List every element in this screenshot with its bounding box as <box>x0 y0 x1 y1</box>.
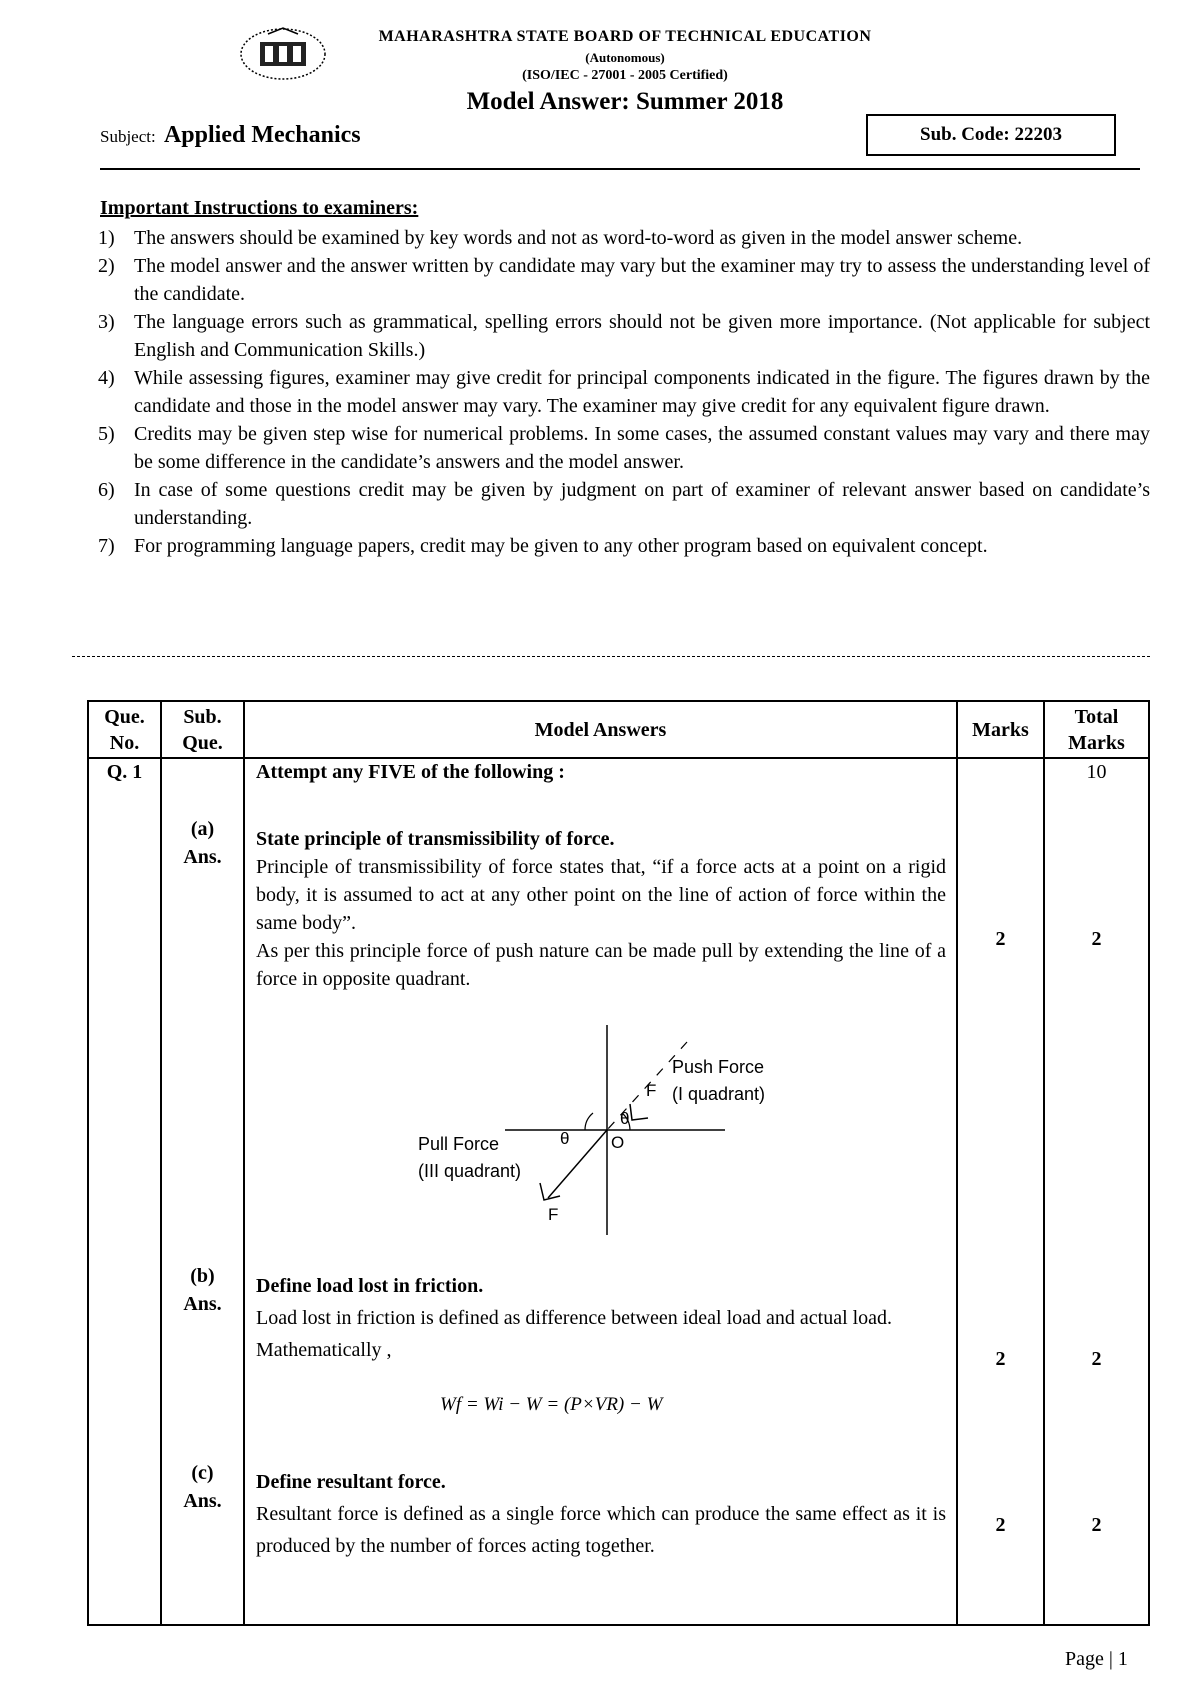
column-divider <box>1043 700 1045 1626</box>
transmissibility-diagram <box>410 1020 810 1240</box>
dashed-divider <box>72 656 1150 657</box>
answer-body: Resultant force is defined as a single force which can produce the same effect as it is produced by the number of forces acting together. <box>256 1503 946 1557</box>
push-arrowhead <box>630 1104 648 1120</box>
answer-c <box>256 1466 946 1562</box>
header-row-divider <box>87 757 1150 759</box>
instruction-item: 6) In case of some questions credit may be given by judgment on part of examiner of relevant answer based on candidate’s understanding. <box>98 479 1150 529</box>
subject-label: Subject: <box>100 127 156 146</box>
force-label-bottom: F <box>548 1205 559 1224</box>
col-header-total-marks: Total Marks <box>1068 706 1125 754</box>
question-total-marks: 10 <box>1086 761 1107 783</box>
column-divider <box>956 700 958 1626</box>
col-header-que-no: Que. No. <box>104 706 145 754</box>
sub-question-label: (c) <box>191 1462 214 1484</box>
subject-value: Applied Mechanics <box>163 122 361 148</box>
answer-a <box>256 825 946 993</box>
instruction-item: 5) Credits may be given step wise for numerical problems. In some cases, the assumed constant values may vary and there may be some difference in the candidate’s answers and the model answer. <box>98 423 1150 473</box>
pull-label-2: (III quadrant) <box>418 1161 522 1181</box>
pull-arrowhead <box>540 1183 560 1200</box>
question-number: Q. 1 <box>106 761 143 783</box>
instruction-item: 3) The language errors such as grammatical, spelling errors should not be given more importance. (Not applicable for subject English and Communication Skills.) <box>98 311 1150 361</box>
page-title: Model Answer: Summer 2018 <box>466 88 784 115</box>
marks-value: 2 <box>995 928 1006 950</box>
board-autonomous: (Autonomous) <box>585 50 665 65</box>
push-label-1: Push Force <box>672 1057 765 1077</box>
force-label-top: F <box>646 1081 657 1100</box>
sub-question-label: (b) <box>190 1265 215 1287</box>
board-name: MAHARASHTRA STATE BOARD OF TECHNICAL EDUCATION <box>378 28 872 45</box>
instruction-item: 7) For programming language papers, credit may be given to any other program based on equivalent concept. <box>98 535 988 557</box>
instruction-item: 4) While assessing figures, examiner may give credit for principal components indicated in the figure. The figures drawn by the candidate and those in the model answer may vary. The examiner may give credit for any equivalent figure drawn. <box>98 367 1150 417</box>
board-iso-certification: (ISO/IEC - 27001 - 2005 Certified) <box>522 68 728 83</box>
page-number: Page | 1 <box>1065 1648 1128 1670</box>
sub-code-box: Sub. Code: 22203 <box>866 114 1116 156</box>
pull-force-line <box>548 1130 607 1198</box>
total-marks-value: 2 <box>1091 928 1102 950</box>
answer-title: State principle of transmissibility of force. <box>256 828 615 850</box>
marks-value: 2 <box>995 1348 1006 1370</box>
theta-label-2: θ <box>560 1129 570 1148</box>
col-header-model-answers: Model Answers <box>534 719 667 741</box>
answer-body-2: Mathematically , <box>256 1339 392 1361</box>
marks-value: 2 <box>995 1514 1006 1536</box>
instructions-list <box>98 224 1150 560</box>
pull-label-1: Pull Force <box>418 1134 500 1154</box>
sub-question-label: (a) <box>190 818 215 840</box>
col-header-sub-que: Sub. Que. <box>182 706 223 754</box>
origin-label: O <box>611 1133 625 1152</box>
header-divider <box>100 168 1140 170</box>
total-marks-value: 2 <box>1091 1348 1102 1370</box>
answer-body: Principle of transmissibility of force states that, “if a force acts at a point on a rigid body, it is assumed to act at any other point on the line of action of force within the same body”. <box>256 856 946 934</box>
theta-label-1: θ <box>620 1109 630 1128</box>
answer-body: Load lost in friction is defined as difference between ideal load and actual load. <box>256 1307 893 1329</box>
answer-body-2: As per this principle force of push nature can be made pull by extending the line of a force in opposite quadrant. <box>256 940 946 990</box>
answer-b <box>256 1270 946 1366</box>
subject-line <box>100 122 361 149</box>
instruction-item: 1) The answers should be examined by key words and not as word-to-word as given in the model answer scheme. <box>98 227 1023 249</box>
ans-label: Ans. <box>183 1490 222 1512</box>
col-header-marks: Marks <box>972 719 1029 741</box>
ans-label: Ans. <box>183 1293 222 1315</box>
answer-title: Define resultant force. <box>256 1471 446 1493</box>
column-divider <box>243 700 245 1626</box>
total-marks-value: 2 <box>1091 1514 1102 1536</box>
load-lost-formula: Wf = Wi − W = (P×VR) − W <box>440 1394 663 1415</box>
angle-arc-2 <box>585 1113 593 1130</box>
ans-label: Ans. <box>183 846 222 868</box>
instruction-item: 2) The model answer and the answer written by candidate may vary but the examiner may try to assess the understanding level of the candidate. <box>98 255 1150 305</box>
answer-title: Define load lost in friction. <box>256 1275 484 1297</box>
instructions-heading: Important Instructions to examiners: <box>100 197 419 219</box>
question-instruction: Attempt any FIVE of the following : <box>256 761 565 783</box>
push-label-2: (I quadrant) <box>672 1084 766 1104</box>
